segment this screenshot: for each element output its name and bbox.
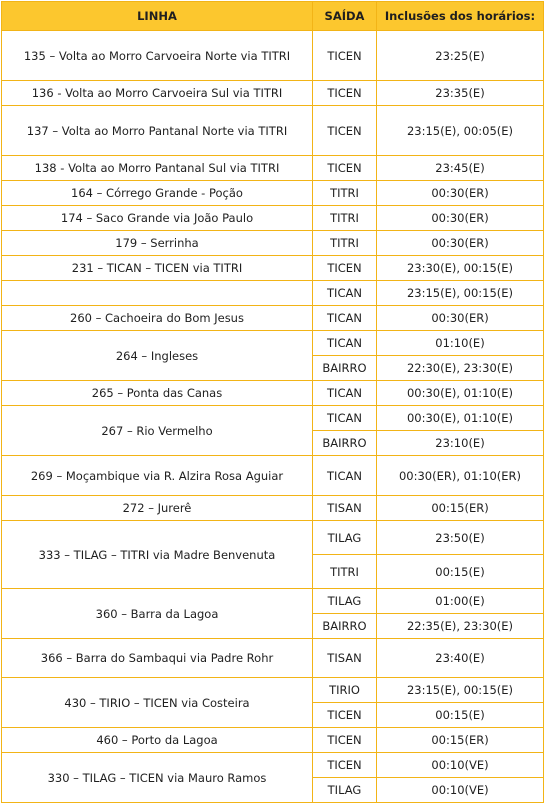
cell-horario: 23:50(E) <box>377 521 544 555</box>
cell-horario: 23:15(E), 00:05(E) <box>377 106 544 156</box>
table-header-row <box>2 2 544 31</box>
cell-horario: 23:10(E) <box>377 431 544 456</box>
cell-horario: 23:30(E), 00:15(E) <box>377 256 544 281</box>
schedule-table-body <box>2 31 544 803</box>
cell-saida: TICEN <box>313 81 377 106</box>
cell-saida: TILAG <box>313 521 377 555</box>
cell-horario: 00:30(ER) <box>377 206 544 231</box>
cell-saida: BAIRRO <box>313 614 377 639</box>
cell-linha: 265 – Ponta das Canas <box>2 381 313 406</box>
cell-horario: 00:15(ER) <box>377 728 544 753</box>
header-linha: LINHA <box>2 2 313 31</box>
cell-horario: 23:25(E) <box>377 31 544 81</box>
cell-linha: 138 - Volta ao Morro Pantanal Sul via TITRI <box>2 156 313 181</box>
cell-saida: TITRI <box>313 231 377 256</box>
table-row <box>2 728 544 753</box>
cell-horario: 00:30(E), 01:10(E) <box>377 406 544 431</box>
cell-saida: TICAN <box>313 306 377 331</box>
cell-saida: TICEN <box>313 31 377 81</box>
table-row <box>2 156 544 181</box>
cell-linha: 137 – Volta ao Morro Pantanal Norte via TITRI <box>2 106 313 156</box>
cell-horario: 01:10(E) <box>377 331 544 356</box>
cell-horario: 00:30(ER) <box>377 181 544 206</box>
cell-horario: 22:30(E), 23:30(E) <box>377 356 544 381</box>
table-row <box>2 521 544 555</box>
cell-horario: 00:30(ER), 01:10(ER) <box>377 456 544 496</box>
table-row <box>2 331 544 356</box>
table-row <box>2 456 544 496</box>
cell-saida: TICAN <box>313 331 377 356</box>
cell-linha: 136 - Volta ao Morro Carvoeira Sul via TITRI <box>2 81 313 106</box>
cell-linha: 264 – Ingleses <box>2 331 313 381</box>
header-inclusoes: Inclusões dos horários: <box>377 2 544 31</box>
schedule-table <box>1 1 544 803</box>
table-row <box>2 753 544 778</box>
cell-saida: TICEN <box>313 728 377 753</box>
cell-horario: 00:15(E) <box>377 703 544 728</box>
cell-horario: 23:15(E), 00:15(E) <box>377 678 544 703</box>
cell-saida: TICEN <box>313 703 377 728</box>
cell-horario: 23:45(E) <box>377 156 544 181</box>
cell-linha: 366 – Barra do Sambaqui via Padre Rohr <box>2 639 313 678</box>
table-row <box>2 231 544 256</box>
cell-saida: TITRI <box>313 206 377 231</box>
cell-saida: TISAN <box>313 496 377 521</box>
table-row <box>2 406 544 431</box>
cell-linha: 267 – Rio Vermelho <box>2 406 313 456</box>
table-row <box>2 181 544 206</box>
cell-horario: 22:35(E), 23:30(E) <box>377 614 544 639</box>
cell-linha <box>2 281 313 306</box>
cell-saida: TICAN <box>313 381 377 406</box>
table-row <box>2 256 544 281</box>
cell-linha: 460 – Porto da Lagoa <box>2 728 313 753</box>
cell-saida: TICEN <box>313 256 377 281</box>
cell-saida: TISAN <box>313 639 377 678</box>
cell-saida: TICEN <box>313 106 377 156</box>
table-row <box>2 589 544 614</box>
cell-saida: TICAN <box>313 456 377 496</box>
cell-saida: TILAG <box>313 778 377 803</box>
cell-linha: 135 – Volta ao Morro Carvoeira Norte via TITRI <box>2 31 313 81</box>
table-row <box>2 81 544 106</box>
cell-horario: 00:30(ER) <box>377 306 544 331</box>
table-row <box>2 381 544 406</box>
cell-linha: 269 – Moçambique via R. Alzira Rosa Aguiar <box>2 456 313 496</box>
cell-linha: 272 – Jurerê <box>2 496 313 521</box>
cell-linha: 330 – TILAG – TICEN via Mauro Ramos <box>2 753 313 803</box>
cell-saida: TITRI <box>313 555 377 589</box>
cell-horario: 23:40(E) <box>377 639 544 678</box>
cell-linha: 164 – Córrego Grande - Poção <box>2 181 313 206</box>
table-row <box>2 281 544 306</box>
cell-saida: TITRI <box>313 181 377 206</box>
cell-linha: 430 – TIRIO – TICEN via Costeira <box>2 678 313 728</box>
cell-saida: TICAN <box>313 406 377 431</box>
table-row <box>2 306 544 331</box>
cell-horario: 00:30(ER) <box>377 231 544 256</box>
header-saida: SAÍDA <box>313 2 377 31</box>
cell-horario: 00:10(VE) <box>377 778 544 803</box>
cell-saida: BAIRRO <box>313 356 377 381</box>
table-row <box>2 206 544 231</box>
cell-horario: 00:30(E), 01:10(E) <box>377 381 544 406</box>
cell-saida: TICEN <box>313 753 377 778</box>
cell-horario: 23:35(E) <box>377 81 544 106</box>
cell-horario: 00:15(E) <box>377 555 544 589</box>
cell-horario: 01:00(E) <box>377 589 544 614</box>
cell-saida: TIRIO <box>313 678 377 703</box>
table-row <box>2 639 544 678</box>
table-row <box>2 678 544 703</box>
cell-horario: 00:10(VE) <box>377 753 544 778</box>
table-row <box>2 496 544 521</box>
cell-linha: 260 – Cachoeira do Bom Jesus <box>2 306 313 331</box>
cell-horario: 00:15(ER) <box>377 496 544 521</box>
table-row <box>2 106 544 156</box>
cell-linha: 179 – Serrinha <box>2 231 313 256</box>
table-row <box>2 31 544 81</box>
cell-linha: 360 – Barra da Lagoa <box>2 589 313 639</box>
cell-saida: TILAG <box>313 589 377 614</box>
cell-linha: 333 – TILAG – TITRI via Madre Benvenuta <box>2 521 313 589</box>
cell-saida: TICEN <box>313 156 377 181</box>
cell-saida: TICAN <box>313 281 377 306</box>
cell-linha: 174 – Saco Grande via João Paulo <box>2 206 313 231</box>
cell-horario: 23:15(E), 00:15(E) <box>377 281 544 306</box>
cell-linha: 231 – TICAN – TICEN via TITRI <box>2 256 313 281</box>
cell-saida: BAIRRO <box>313 431 377 456</box>
